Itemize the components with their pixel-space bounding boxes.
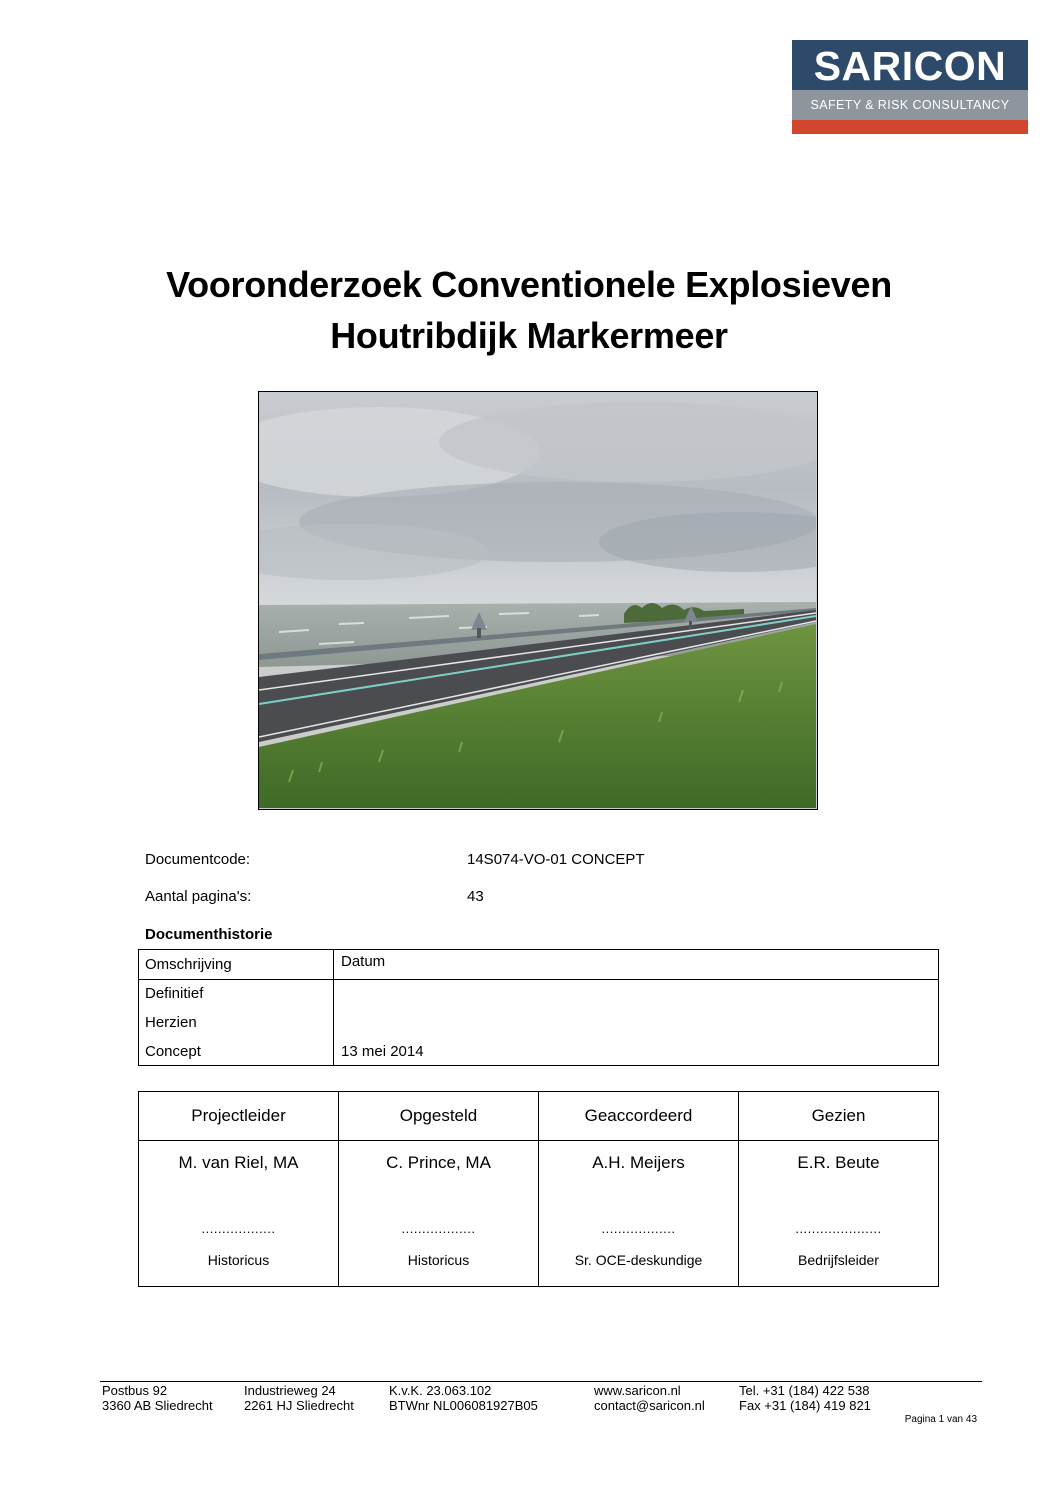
page-count-label: Aantal pagina's: bbox=[145, 888, 252, 905]
signatory-name: A.H. Meijers bbox=[592, 1153, 685, 1172]
signatory-role: Sr. OCE-deskundige bbox=[574, 1252, 703, 1268]
signatory-role: Historicus bbox=[207, 1252, 270, 1268]
history-heading: Documenthistorie bbox=[145, 926, 273, 943]
history-row-date: 13 mei 2014 bbox=[341, 1043, 424, 1060]
approval-header-opgesteld: Opgesteld bbox=[338, 1092, 538, 1140]
footer-postbox-city: 3360 AB Sliedrecht bbox=[102, 1398, 213, 1413]
cover-photo bbox=[258, 391, 818, 810]
signature-line: ..................... bbox=[795, 1221, 882, 1236]
page-number: Pagina 1 van 43 bbox=[904, 1414, 977, 1425]
footer-postbox: Postbus 92 bbox=[102, 1383, 168, 1398]
signatory-name: M. van Riel, MA bbox=[178, 1153, 299, 1172]
logo-name: SARICON bbox=[792, 40, 1028, 90]
document-title bbox=[0, 262, 1058, 359]
history-table bbox=[138, 949, 939, 1066]
signature-line: .................. bbox=[201, 1221, 276, 1236]
footer-street-city: 2261 HJ Sliedrecht bbox=[244, 1398, 354, 1413]
approval-table bbox=[138, 1091, 939, 1287]
footer-street-address bbox=[244, 1383, 354, 1413]
footer-fax: Fax +31 (184) 419 821 bbox=[739, 1398, 871, 1413]
footer-website-link[interactable]: www.saricon.nl bbox=[594, 1383, 681, 1398]
footer-web-contact bbox=[594, 1383, 705, 1413]
signatory-role: Historicus bbox=[407, 1252, 470, 1268]
footer-kvk: K.v.K. 23.063.102 bbox=[389, 1383, 492, 1398]
approval-header-row bbox=[139, 1092, 938, 1141]
footer-postal-address bbox=[102, 1383, 213, 1413]
document-code-label: Documentcode: bbox=[145, 851, 251, 868]
history-header-divider bbox=[139, 979, 938, 980]
title-line-2: Houtribdijk Markermeer bbox=[330, 315, 728, 356]
footer-phone-fax bbox=[739, 1383, 871, 1413]
signature-line: .................. bbox=[601, 1221, 676, 1236]
approval-cell bbox=[139, 1141, 338, 1286]
history-col-date: Datum bbox=[341, 953, 386, 970]
title-line-1: Vooronderzoek Conventionele Explosieven bbox=[166, 264, 892, 305]
signatory-role: Bedrijfsleider bbox=[798, 1252, 879, 1268]
page-count-value: 43 bbox=[467, 888, 484, 905]
approval-cell bbox=[338, 1141, 538, 1286]
history-row-label: Herzien bbox=[145, 1014, 197, 1031]
approval-body-row bbox=[139, 1141, 938, 1286]
signatory-name: E.R. Beute bbox=[797, 1153, 880, 1172]
history-column-divider bbox=[333, 950, 334, 1065]
approval-header-gezien: Gezien bbox=[738, 1092, 938, 1140]
logo-tagline: SAFETY & RISK CONSULTANCY bbox=[792, 90, 1028, 120]
document-code-value: 14S074-VO-01 CONCEPT bbox=[467, 851, 645, 868]
company-logo bbox=[792, 40, 1028, 134]
footer-vat: BTWnr NL006081927B05 bbox=[389, 1398, 538, 1413]
footer-phone: Tel. +31 (184) 422 538 bbox=[739, 1383, 870, 1398]
history-col-description: Omschrijving bbox=[145, 956, 232, 973]
history-row-label: Definitief bbox=[145, 985, 204, 1002]
footer-email-link[interactable]: contact@saricon.nl bbox=[594, 1398, 705, 1413]
footer-registration bbox=[389, 1383, 538, 1413]
approval-cell bbox=[538, 1141, 738, 1286]
approval-header-projectleider: Projectleider bbox=[191, 1106, 286, 1125]
signatory-name: C. Prince, MA bbox=[386, 1153, 491, 1172]
logo-accent-bar bbox=[792, 120, 1028, 134]
history-row-label: Concept bbox=[145, 1043, 201, 1060]
approval-cell bbox=[738, 1141, 938, 1286]
approval-header-geaccordeerd: Geaccordeerd bbox=[538, 1092, 738, 1140]
footer-street: Industrieweg 24 bbox=[244, 1383, 336, 1398]
signature-line: .................. bbox=[401, 1221, 476, 1236]
footer-divider bbox=[100, 1381, 982, 1382]
